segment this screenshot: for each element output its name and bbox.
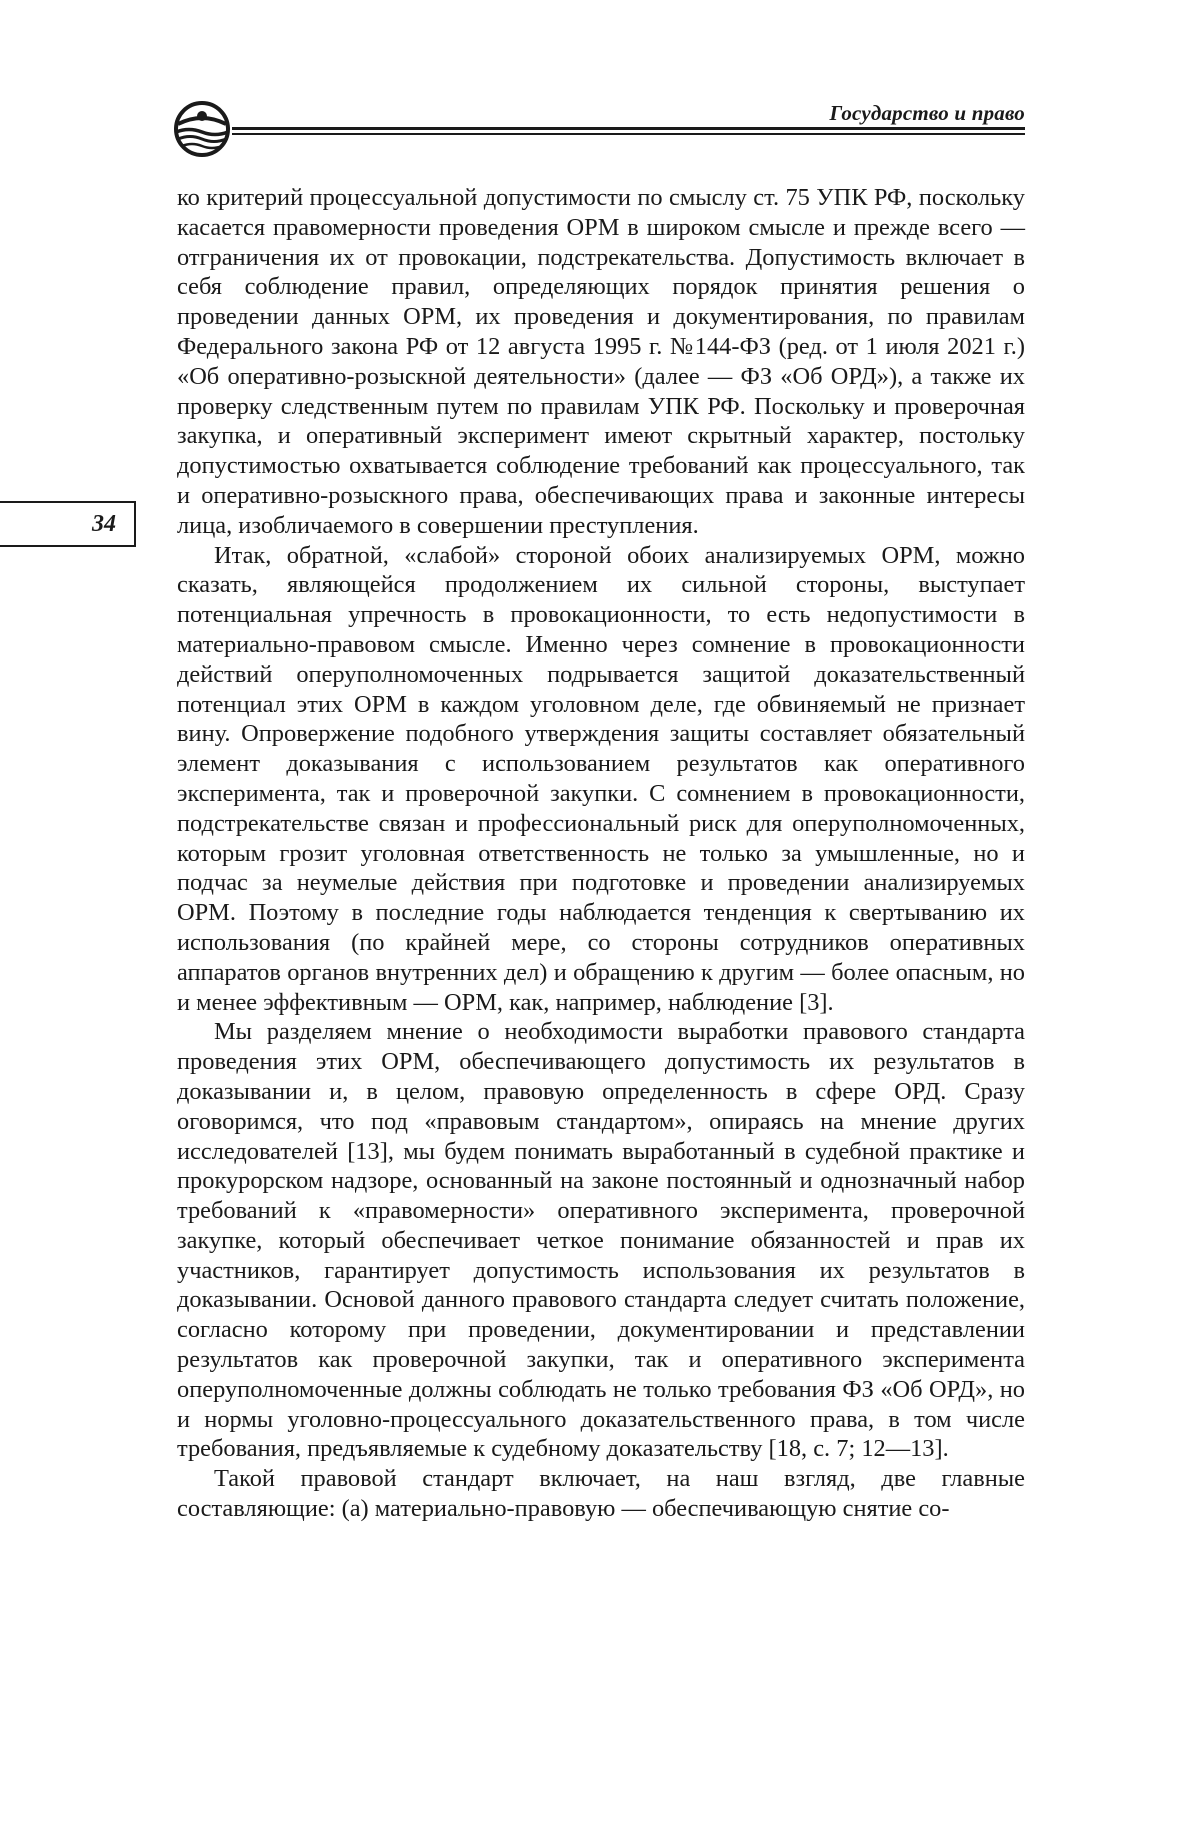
running-head: Государство и право: [829, 101, 1025, 125]
header-rule: [232, 127, 1025, 137]
page-number-box: [0, 501, 136, 547]
paragraph: Итак, обратной, «слабой» стороной обоих анализируемых ОРМ, можно сказать, являющейся продолжением их сильной стороны, выступает потенциальная упречность в провокационности, то есть недопустимости в материально-правовом смысле. Именно через сомнение в провокационности действий оперуполномоченных подрывается защитой доказательственный потенциал этих ОРМ в каждом уголовном деле, где обвиняемый не признает вину. Опровержение подобного утверждения защиты составляет обязательный элемент доказывания с использованием результатов как оперативного эксперимента, так и проверочной закупки. С сомнением в провокационности, подстрекательстве связан и профессиональный риск для оперуполномоченных, которым грозит уголовная ответственность не только за умышленные, но и подчас за неумелые действия при подготовке и проведении анализируемых ОРМ. Поэтому в последние годы наблюдается тенденция к свертыванию их использования (по крайней мере, со стороны сотрудников оперативных аппаратов органов внутренних дел) и обращению к другим — более опасным, но и менее эффективным — ОРМ, как, например, наблюдение [3].: [177, 541, 1025, 1016]
body-text: [177, 183, 1025, 1524]
paragraph: Такой правовой стандарт включает, на наш взгляд, две главные составляющие: (а) материально-правовую — обеспечивающую снятие со-: [177, 1465, 1025, 1523]
paragraph: Мы разделяем мнение о необходимости выработки правового стандарта проведения этих ОРМ, обеспечивающего допустимость их результатов в доказывании и, в целом, правовую определенность в сфере ОРД. Сразу оговоримся, что под «правовым стандартом», опираясь на мнение других исследователей [13], мы будем понимать выработанный в судебной практике и прокурорском надзоре, основанный на законе постоянный и однозначный набор требований к «правомерности» оперативного эксперимента, проверочной закупке, который обеспечивает четкое понимание обязанностей и прав их участников, гарантирует допустимость использования их результатов в доказывании. Основой данного правового стандарта следует считать положение, согласно которому при проведении, документировании и представлении результатов как проверочной закупки, так и оперативного эксперимента оперуполномоченные должны соблюдать не только требования ФЗ «Об ОРД», но и нормы уголовно-процессуального доказательственного права, в том числе требования, предъявляемые к судебному доказательству [18, с. 7; 12—13].: [177, 1018, 1025, 1463]
journal-logo-icon: [171, 100, 233, 158]
paragraph: ко критерий процессуальной допустимости по смыслу ст. 75 УПК РФ, поскольку касается правомерности проведения ОРМ в широком смысле и прежде всего — отграничения их от провокации, подстрекательства. Допустимость включает в себя соблюдение правил, определяющих порядок принятия решения о проведении данных ОРМ, их проведения и документирования, по правилам Федерального закона РФ от 12 августа 1995 г. №144-ФЗ (ред. от 1 июля 2021 г.) «Об оперативно-розыскной деятельности» (далее — ФЗ «Об ОРД»), а также их проверку следственным путем по правилам УПК РФ. Поскольку и проверочная закупка, и оперативный эксперимент имеют скрытный характер, постольку допустимостью охватывается соблюдение требований как процессуального, так и оперативно-розыскного права, обеспечивающих права и законные интересы лица, изобличаемого в совершении преступления.: [177, 184, 1025, 539]
page-number: 34: [92, 511, 116, 537]
